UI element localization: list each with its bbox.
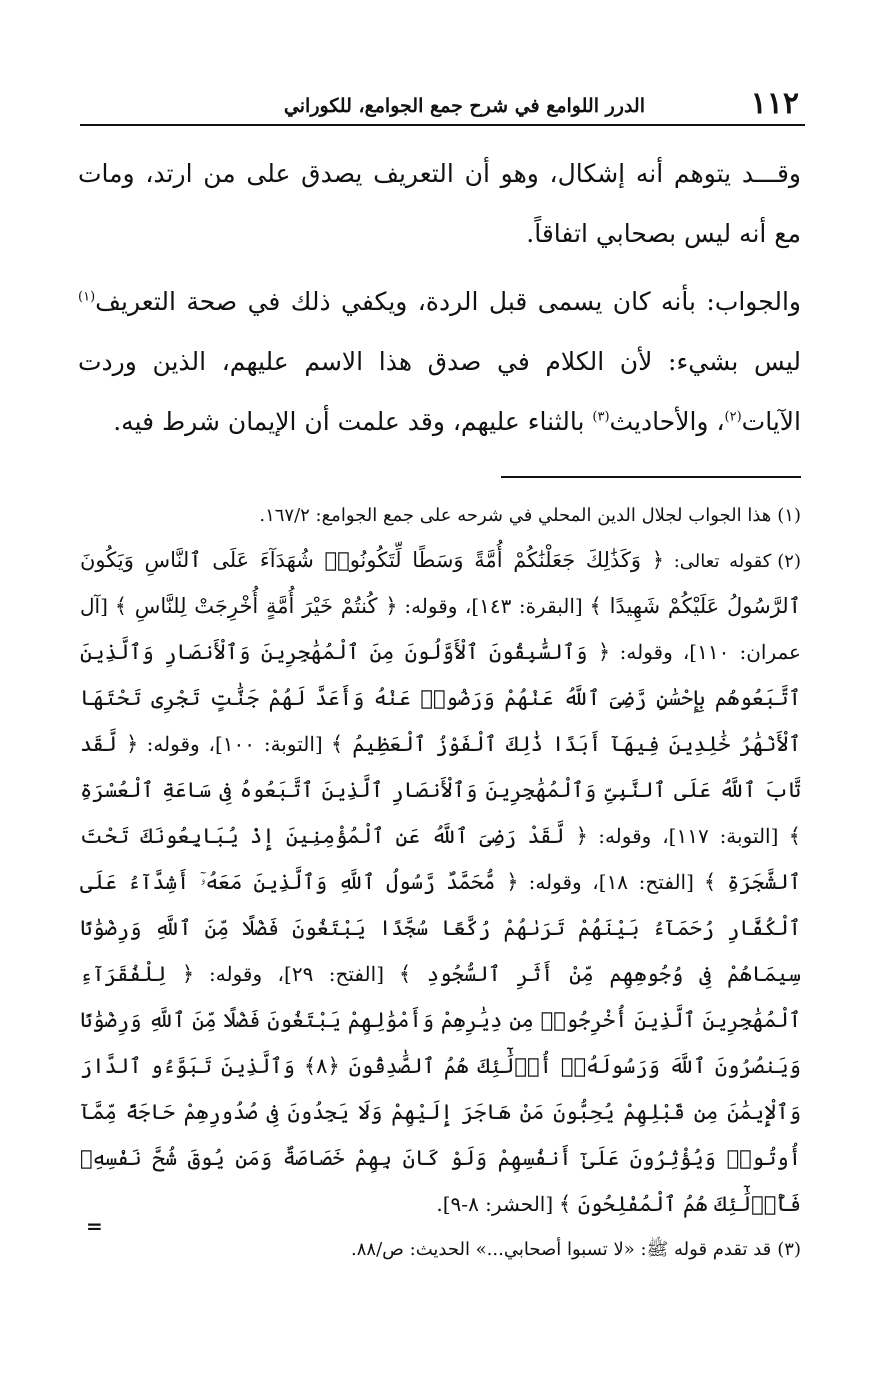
- quran-verse-hashr-8-9: ﴿ لِلْفُقَرَآءِ ٱلْمُهَٰجِرِينَ ٱلَّذِينَ أُخْرِجُوا۟ مِن دِيَٰرِهِمْ وَأَمْوَٰلِهِمْ يَبْتَغُونَ فَضْلًا مِّنَ ٱللَّهِ وَرِضْوَٰنًا وَيَنصُرُونَ ٱللَّهَ وَرَسُولَهُۥٓ أُو۟لَٰٓئِكَ هُمُ ٱلصَّٰدِقُونَ ﴿٨﴾ وَٱلَّذِينَ تَبَوَّءُو ٱلدَّارَ وَٱلْإِيمَٰنَ مِن قَبْلِهِمْ يُحِبُّونَ مَنْ هَاجَرَ إِلَيْهِمْ وَلَا يَجِدُونَ فِى صُدُورِهِمْ حَاجَةً مِّمَّآ أُوتُوا۟ وَيُؤْثِرُونَ عَلَىٰٓ أَنفُسِهِمْ وَلَوْ كَانَ بِهِمْ خَصَاصَةٌ وَمَن يُوقَ شُحَّ نَفْسِهِۦ فَأُو۟لَٰٓئِكَ هُمُ ٱلْمُفْلِحُونَ ﴾: [80, 962, 802, 1216]
- quran-verse-al-imran-110: ﴿ كُنتُمْ خَيْرَ أُمَّةٍ أُخْرِجَتْ لِلنَّاسِ ﴾: [114, 594, 398, 618]
- paragraph-objection: وقـــد يتوهم أنه إشكال، وهو أن التعريف يصدق على من ارتد، ومات مع أنه ليس بصحابي اتفاقاً.: [78, 159, 801, 248]
- footnote-ref-1: (١): [78, 289, 96, 305]
- answer-text-3: ، والأحاديث: [609, 407, 725, 436]
- verse-reference-al-imran: [آل عمران: ١١٠]، وقوله:: [80, 594, 801, 664]
- footnote-separator: [501, 476, 801, 478]
- continuation-mark: =: [86, 1214, 103, 1238]
- quran-verse-tawbah-100: ﴿ وَٱلسَّٰبِقُونَ ٱلْأَوَّلُونَ مِنَ ٱلْمُهَٰجِرِينَ وَٱلْأَنصَارِ وَٱلَّذِينَ ٱتَّبَعُوهُم بِإِحْسَٰنٍ رَّضِىَ ٱللَّهُ عَنْهُمْ وَرَضُوا۟ عَنْهُ وَأَعَدَّ لَهُمْ جَنَّٰتٍ تَجْرِى تَحْتَهَا ٱلْأَنْهَٰرُ خَٰلِدِينَ فِيهَآ أَبَدًا ذَٰلِكَ ٱلْفَوْزُ ٱلْعَظِيمُ ﴾: [80, 640, 801, 756]
- footnote-ref-3: (٣): [592, 409, 610, 425]
- verse-reference-fath-18: [الفتح: ١٨]، وقوله:: [528, 870, 694, 894]
- page-header: [80, 84, 805, 126]
- footnote-1-text: هذا الجواب لجلال الدين المحلي في شرحه على جمع الجوامع: ١٦٧/٢.: [259, 505, 772, 526]
- verse-reference-baqarah: [البقرة: ١٤٣]، وقوله:: [404, 594, 583, 618]
- footnote-2-intro: كقوله تعالى:: [673, 551, 772, 572]
- paragraph-answer: [78, 272, 801, 452]
- quran-verse-fath-18: ﴿ لَّقَدْ رَضِىَ ٱللَّهُ عَنِ ٱلْمُؤْمِنِينَ إِذْ يُبَايِعُونَكَ تَحْتَ ٱلشَّجَرَةِ ﴾: [80, 824, 801, 894]
- footnote-1: [80, 494, 801, 538]
- footnote-2-number: (٢): [777, 551, 801, 572]
- main-text: [78, 144, 801, 452]
- verse-reference-fath-29: [الفتح: ٢٩]، وقوله:: [209, 962, 385, 986]
- footnote-2: [80, 538, 801, 1228]
- verse-reference-tawbah-117: [التوبة: ١١٧]، وقوله:: [598, 824, 779, 848]
- verse-reference-hashr: [الحشر: ٨-٩].: [436, 1192, 554, 1216]
- footnote-3: [80, 1228, 801, 1272]
- answer-text-4: بالثناء عليهم، وقد علمت أن الإيمان شرط فيه.: [113, 407, 593, 436]
- footnote-ref-2: (٢): [724, 409, 742, 425]
- footnote-3-text: قد تقدم قوله ﷺ: «لا تسبوا أصحابي...» الحديث: ص/٨٨.: [351, 1239, 772, 1260]
- answer-text-2: ليس بشيء: لأن الكلام في صدق هذا الاسم عليهم، الذين وردت الآيات: [78, 347, 801, 436]
- verse-reference-tawbah-100: [التوبة: ١٠٠]، وقوله:: [146, 732, 323, 756]
- footnote-3-number: (٣): [777, 1239, 801, 1260]
- answer-text-1: والجواب: بأنه كان يسمى قبل الردة، ويكفي ذلك في صحة التعريف: [95, 287, 801, 316]
- footnotes: [80, 494, 801, 1272]
- page-number: ١١٢: [750, 86, 799, 121]
- quran-verse-tawbah-117: ﴿ لَّقَد تَّابَ ٱللَّهُ عَلَى ٱلنَّبِىِّ وَٱلْمُهَٰجِرِينَ وَٱلْأَنصَارِ ٱلَّذِينَ ٱتَّبَعُوهُ فِى سَاعَةِ ٱلْعُسْرَةِ ﴾: [80, 732, 801, 848]
- running-title: الدرر اللوامع في شرح جمع الجوامع، للكوراني: [283, 95, 645, 117]
- quran-verse-baqarah-143: ﴿ وَكَذَٰلِكَ جَعَلْنَٰكُمْ أُمَّةً وَسَطًا لِّتَكُونُوا۟ شُهَدَآءَ عَلَى ٱلنَّاسِ وَيَكُونَ ٱلرَّسُولُ عَلَيْكُمْ شَهِيدًا ﴾: [80, 548, 801, 618]
- footnote-1-number: (١): [777, 505, 801, 526]
- quran-verse-fath-29: ﴿ مُّحَمَّدٌ رَّسُولُ ٱللَّهِ وَٱلَّذِينَ مَعَهُۥٓ أَشِدَّآءُ عَلَى ٱلْكُفَّارِ رُحَمَآءُ بَيْنَهُمْ تَرَىٰهُمْ رُكَّعًا سُجَّدًا يَبْتَغُونَ فَضْلًا مِّنَ ٱللَّهِ وَرِضْوَٰنًا سِيمَاهُمْ فِى وُجُوهِهِم مِّنْ أَثَرِ ٱلسُّجُودِ ﴾: [80, 870, 801, 986]
